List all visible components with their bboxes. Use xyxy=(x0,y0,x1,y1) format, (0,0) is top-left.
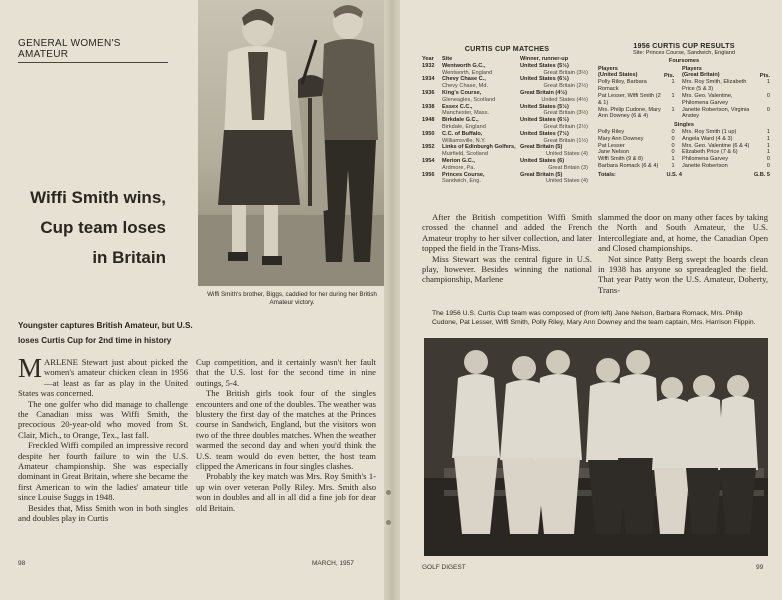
match-year: 1938 xyxy=(422,103,435,110)
headline-line-1: Wiffi Smith wins, xyxy=(30,188,166,207)
match-year: 1954 xyxy=(422,157,435,164)
headline-line-3: in Britain xyxy=(92,248,166,267)
gb-points: 0 xyxy=(766,106,770,113)
us-player: Polly Riley, Barbara Romack xyxy=(598,79,647,93)
gb-player: Angela Ward (4 & 3) xyxy=(682,135,733,142)
matches-title: CURTIS CUP MATCHES xyxy=(464,44,550,53)
gb-points: 1 xyxy=(766,135,770,142)
section-label-block xyxy=(18,38,168,63)
gb-player: Elizabeth Price (7 & 6) xyxy=(682,149,738,156)
match-result: United States (6½) Great Britain (2½) xyxy=(520,117,588,130)
match-year: 1952 xyxy=(422,144,435,151)
match-result: United States (6½) Great Britain (2½) xyxy=(520,76,588,90)
match-site: Wentworth G.C., Wentworth, England xyxy=(442,62,493,76)
totals-gb: G.B. 5 xyxy=(753,171,770,178)
match-site: Essex C.C., Manchester, Mass. xyxy=(442,103,489,117)
singles-row xyxy=(598,163,770,170)
gb-player: Janette Robertson xyxy=(682,162,728,169)
header-year: Year xyxy=(422,56,434,62)
singles-row xyxy=(598,129,770,136)
folio-left: 98 xyxy=(18,560,26,567)
folio-right: 99 xyxy=(756,564,764,571)
wiffi-and-brother-photo xyxy=(198,0,386,286)
singles-row xyxy=(598,136,770,143)
headline-line-2: Cup team loses xyxy=(40,218,166,237)
staple-hole xyxy=(386,490,391,495)
singles-row xyxy=(598,143,770,150)
matches-row xyxy=(422,144,592,158)
results-site: Site: Princes Course, Sandwich, England xyxy=(633,50,735,56)
players-us-sub: (United States) xyxy=(598,72,638,79)
team-member xyxy=(534,350,582,534)
deck xyxy=(18,318,388,348)
matches-row xyxy=(422,90,592,104)
folio-date: MARCH, 1957 xyxy=(312,560,354,567)
foursomes-body xyxy=(598,79,770,120)
gb-points: 1 xyxy=(766,128,770,135)
gb-points: 1 xyxy=(766,149,770,156)
pts-us-label: Pts. xyxy=(664,72,675,79)
match-result: United States (7½) Great Britain (1½) xyxy=(520,130,588,144)
us-player: Wiffi Smith (9 & 8) xyxy=(598,156,643,163)
gb-player: Philomena Garvey xyxy=(682,156,729,163)
matches-row xyxy=(422,104,592,118)
match-site: Princes Course, Sandwich, Eng. xyxy=(442,171,485,185)
gb-points: 0 xyxy=(766,156,770,163)
match-year: 1948 xyxy=(422,117,435,124)
gb-player: Mrs. Roy Smith, Elizabeth Price (5 & 3) xyxy=(682,79,747,93)
gb-points: 1 xyxy=(766,142,770,149)
matches-row xyxy=(422,63,592,77)
us-player: Polly Riley xyxy=(598,128,625,135)
us-points: 1 xyxy=(671,162,675,169)
left-column-2 xyxy=(196,357,376,513)
drop-cap: M xyxy=(18,353,43,383)
match-site: Birkdale G.C., Birkdale, England xyxy=(442,117,486,130)
deck-line-1: Youngster captures British Amateur, but U.S. xyxy=(18,321,193,330)
match-result: Great Britain (5) United States (4) xyxy=(520,144,588,158)
colB-paragraph-1: slammed the door on many other faces by taking the North and South Amateur, the U.S. Intercollegiate and, at home, the Canadian Open and Closed championships. xyxy=(598,212,768,254)
match-site: Chevy Chase C., Chevy Chase, Md. xyxy=(442,76,489,90)
matches-row xyxy=(422,158,592,172)
matches-row xyxy=(422,76,592,90)
right-column-b xyxy=(598,212,768,295)
match-result: United States (6) Great Britain (3) xyxy=(520,157,588,171)
players-us-label: Players xyxy=(598,65,618,72)
us-points: 1 xyxy=(671,92,675,99)
section-label: GENERAL WOMEN'S AMATEUR xyxy=(18,38,168,63)
match-year: 1932 xyxy=(422,62,435,69)
foursomes-row xyxy=(598,93,770,107)
us-points: 1 xyxy=(671,156,675,163)
matches-body xyxy=(422,63,592,185)
us-player: Pat Lesser, Wiffi Smith (2 & 1) xyxy=(598,92,661,106)
results-title: 1956 CURTIS CUP RESULTS xyxy=(633,41,735,50)
gb-player: Mrs. Roy Smith (1 up) xyxy=(682,128,737,135)
foursomes-row xyxy=(598,107,770,121)
totals-us: U.S. 4 xyxy=(666,171,682,178)
spine-gutter xyxy=(384,0,400,600)
gb-player: Mrs. Geo. Valentine, Philomena Garvey xyxy=(682,92,733,106)
gb-player: Janette Robertson, Virginia Anstey xyxy=(682,106,750,120)
match-result: Great Britain (4½) United States (4½) xyxy=(520,89,588,103)
match-year: 1934 xyxy=(422,76,435,83)
singles-label: Singles xyxy=(674,122,694,129)
foursomes-row xyxy=(598,79,770,93)
right-column-a xyxy=(422,212,592,285)
gb-player: Mrs. Geo. Valentine (6 & 4) xyxy=(682,142,750,149)
foursomes-label: Foursomes xyxy=(668,57,700,64)
team-photo-caption: The 1956 U.S. Curtis Cup team was composed of (from left) Jane Nelson, Barbara Romack, Mrs. Philip Cudone, Pat Lesser, Wiffi Smith, Polly Riley, Mary Ann Downey and the team captain, Mrs. Harrison Flippin. xyxy=(432,310,756,326)
gb-points: 1 xyxy=(766,79,770,86)
left-column-1 xyxy=(18,353,188,524)
match-year: 1956 xyxy=(422,171,435,178)
match-result: United States (5½) Great Britain (3½) xyxy=(520,103,588,117)
col2-paragraph-2: The British girls took four of the singles encounters and one of the doubles. The weather was blustery the first day of the matches at the Princes course in Sandwich, England, but the visitors won two of the three doubles matches. When the weather warmed the second day and when you'd think the U.S. team would do even better, the host team clipped the Americans in four singles clashes. xyxy=(196,388,377,472)
matches-row xyxy=(422,117,592,131)
totals-label: Totals: xyxy=(598,171,616,178)
singles-body xyxy=(598,129,770,170)
pts-gb-label: Pts. xyxy=(759,72,770,79)
us-points: 1 xyxy=(671,106,675,113)
us-player: Pat Lesser xyxy=(598,142,625,149)
match-result: United States (5½) Great Britain (3½) xyxy=(520,62,588,76)
photo-caption: Wiffi Smith's brother, Biggs, caddied for her during her British Amateur victory. xyxy=(207,291,377,306)
col2-paragraph-1: Cup competition, and it certainly wasn't her fault that the U.S. lost for the second time in nine outings, 5-4. xyxy=(196,357,376,388)
us-points: 0 xyxy=(671,128,675,135)
players-gb-sub: (Great Britain) xyxy=(682,72,720,79)
curtis-cup-results xyxy=(598,41,770,179)
match-year: 1950 xyxy=(422,130,435,137)
folio-publication: GOLF DIGEST xyxy=(422,564,466,571)
gb-points: 0 xyxy=(766,162,770,169)
us-points: 0 xyxy=(671,142,675,149)
match-year: 1936 xyxy=(422,89,435,96)
us-points: 1 xyxy=(671,79,675,86)
results-header xyxy=(598,66,770,80)
team-photo-illustration xyxy=(424,338,768,556)
match-site: Merion G.C., Ardmore, Pa. xyxy=(442,157,475,171)
headline xyxy=(14,183,166,273)
us-points: 0 xyxy=(671,135,675,142)
us-player: Barbara Romack (6 & 4) xyxy=(598,162,659,169)
col1-paragraph-3: Freckled Wiffi compiled an impressive record despite her fourth failure to win the U.S. Amateur championship. She was especially dominant in Great Britain, where she became the first American to win the ladies' amateur title since Louise Suggs in 1948. xyxy=(18,440,188,503)
col1-paragraph-2: The one golfer who did manage to challenge the Canadian miss was Wiffi Smith, the precocious 20-year-old who moved from St. Clair, Mich., to Orange, Tex., last fall. xyxy=(18,398,188,440)
matches-row xyxy=(422,131,592,145)
curtis-cup-matches-table xyxy=(422,44,592,185)
col1-paragraph-1: ARLENE Stewart just about picked the women's amateur chicken clean in 1956—at least as far as play in the United States was concerned. xyxy=(18,357,188,399)
colA-paragraph-1: After the British competition Wiffi Smith crossed the channel and added the French Amateur trophy to her silver collection, and later topped the field in the Trans-Miss. xyxy=(422,212,592,254)
header-winner: Winner, runner-up xyxy=(520,56,569,62)
match-site: Links of Edinburgh Golfers, Muirfield, Scotland xyxy=(442,144,516,158)
col2-paragraph-3: Probably the key match was Mrs. Roy Smith's 1-up win over veteran Polly Riley. Mrs. Smith also won in doubles and all in all did a fine job for dear old Britain. xyxy=(196,471,376,513)
header-site: Site xyxy=(442,56,453,62)
colB-paragraph-2: Not since Patty Berg swept the boards clean in 1938 has anyone so spreadeagled the field. That year Patty won the U.S. Amateur, Doherty, Trans- xyxy=(598,253,768,295)
us-player: Mrs. Philip Cudone, Mary Ann Downey (6 & 4) xyxy=(598,106,661,120)
team-photo xyxy=(424,338,768,556)
players-gb-label: Players xyxy=(682,65,702,72)
us-player: Mary Ann Downey xyxy=(598,135,644,142)
matches-header-row xyxy=(422,56,592,63)
singles-row xyxy=(598,156,770,163)
col1-paragraph-4: Besides that, Miss Smith won in both singles and doubles play in Curtis xyxy=(18,502,188,524)
colA-paragraph-2: Miss Stewart was the central figure in U.S. play, however. Besides winning the national championship, Marlene xyxy=(422,253,592,285)
match-result: Great Britain (5) United States (4) xyxy=(520,171,588,185)
us-player: Jane Nelson xyxy=(598,149,630,156)
photo-illustration xyxy=(198,0,386,286)
match-site: King's Course, Gleneagles, Scotland xyxy=(442,89,496,103)
match-site: C.C. of Buffalo, Williamsville, N.Y. xyxy=(442,130,486,144)
gb-points: 0 xyxy=(766,92,770,99)
deck-line-2: loses Curtis Cup for 2nd time in history xyxy=(18,336,172,345)
team-member xyxy=(452,350,500,534)
singles-row xyxy=(598,149,770,156)
us-points: 0 xyxy=(671,149,675,156)
totals-row xyxy=(598,172,770,179)
staple-hole xyxy=(386,520,391,525)
matches-row xyxy=(422,172,592,186)
